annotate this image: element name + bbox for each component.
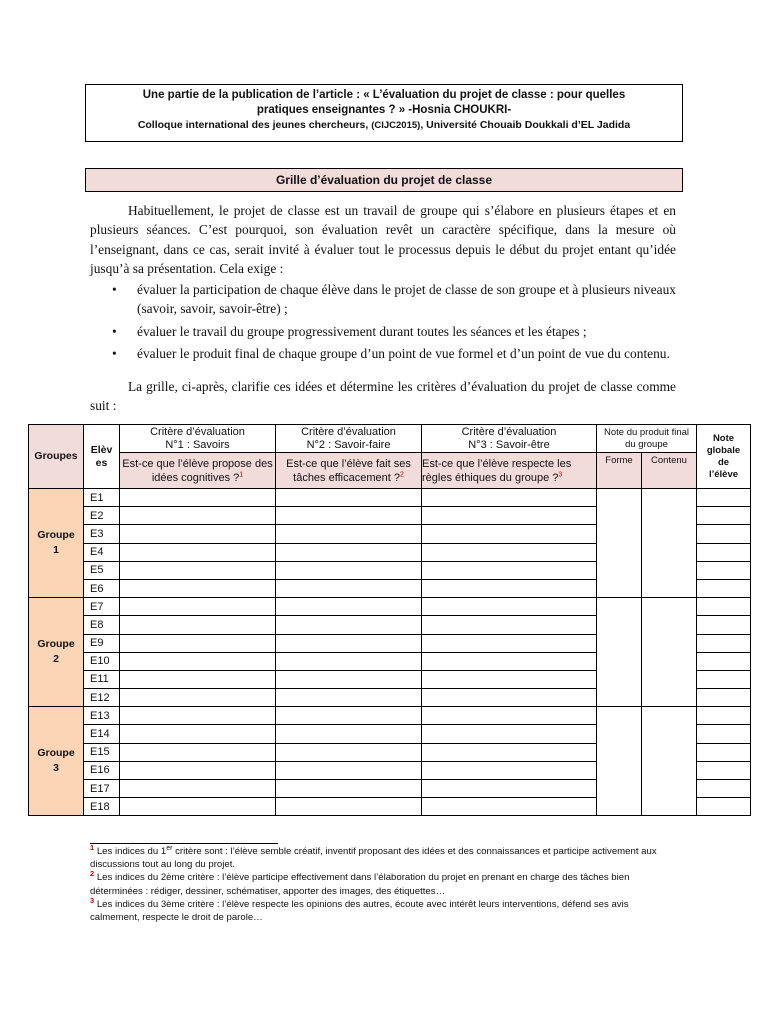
criterion-3-cell[interactable] — [422, 725, 597, 743]
groupes-header: Groupes — [29, 425, 84, 489]
criterion-2-cell[interactable] — [276, 489, 422, 507]
criterion-1-cell[interactable] — [120, 798, 276, 816]
footnote-2: $^2$ Les indices du 2ème critère : l’élève participe effectivement dans l’élaboration du projet en prenant en charge des tâches bien déterminées : rédiger, dessiner, schématiser, apporter des images, des étiquettes… — [90, 869, 630, 897]
global-grade-cell[interactable] — [697, 761, 751, 779]
criterion-1-cell[interactable] — [120, 489, 276, 507]
criterion-1-cell[interactable] — [120, 507, 276, 525]
student-id: E12 — [84, 689, 120, 707]
criterion-1-cell[interactable] — [120, 525, 276, 543]
footnote-separator — [90, 843, 278, 844]
global-grade-cell[interactable] — [697, 579, 751, 597]
student-id: E8 — [84, 616, 120, 634]
criterion-2-cell[interactable] — [276, 761, 422, 779]
criterion-1-cell[interactable] — [120, 761, 276, 779]
criterion-2-cell[interactable] — [276, 561, 422, 579]
criterion-3-header: Critère d’évaluation N°3 : Savoir-être — [422, 425, 597, 453]
global-grade-cell[interactable] — [697, 598, 751, 616]
criterion-3-cell[interactable] — [422, 761, 597, 779]
header-line-2: pratiques enseignantes ? » -Hosnia CHOUKRI- — [256, 104, 512, 116]
requirements-list — [90, 280, 676, 363]
criterion-3-cell[interactable] — [422, 743, 597, 761]
global-grade-cell[interactable] — [697, 780, 751, 798]
list-item: • évaluer le produit final de chaque groupe d’un point de vue formel et d’un point de vue du contenu. — [90, 344, 676, 363]
criterion-1-header: Critère d’évaluation N°1 : Savoirs — [120, 425, 276, 453]
table-row — [29, 707, 751, 725]
footnote-3: $^3$ Les indices du 3ème critère : l’élève respecte les opinions des autres, écoute avec intérêt leurs interventions, défend ses avis calmement, respecte le droit de parole… — [90, 895, 629, 924]
list-item: • évaluer la participation de chaque élève dans le projet de classe de son groupe et à plusieurs niveaux (savoir, savoir, savoir-être) ; — [112, 282, 676, 317]
criterion-3-cell[interactable] — [422, 525, 597, 543]
criterion-1-cell[interactable] — [120, 780, 276, 798]
global-grade-cell[interactable] — [697, 725, 751, 743]
criterion-2-question: Est-ce que l’élève fait ses tâches efficacement ?$^2$ — [276, 453, 422, 489]
criterion-3-cell[interactable] — [422, 689, 597, 707]
global-grade-cell[interactable] — [697, 743, 751, 761]
student-id: E4 — [84, 543, 120, 561]
student-id: E2 — [84, 507, 120, 525]
criterion-3-cell[interactable] — [422, 598, 597, 616]
product-grade-header: Note du produit final du groupe — [597, 425, 697, 453]
criterion-1-cell[interactable] — [120, 670, 276, 688]
footnotes — [90, 842, 680, 924]
group-label: Groupe 2 — [29, 598, 84, 707]
criterion-3-cell[interactable] — [422, 798, 597, 816]
criterion-2-cell[interactable] — [276, 543, 422, 561]
forme-cell[interactable] — [597, 707, 642, 816]
global-grade-cell[interactable] — [697, 543, 751, 561]
criterion-3-cell[interactable] — [422, 507, 597, 525]
criterion-2-cell[interactable] — [276, 689, 422, 707]
criterion-1-cell[interactable] — [120, 652, 276, 670]
criterion-2-cell[interactable] — [276, 743, 422, 761]
student-id: E13 — [84, 707, 120, 725]
global-grade-cell[interactable] — [697, 616, 751, 634]
student-id: E16 — [84, 761, 120, 779]
criterion-1-cell[interactable] — [120, 634, 276, 652]
table-row — [29, 598, 751, 616]
criterion-2-cell[interactable] — [276, 598, 422, 616]
global-grade-cell[interactable] — [697, 652, 751, 670]
criterion-1-cell[interactable] — [120, 598, 276, 616]
student-id: E11 — [84, 670, 120, 688]
criterion-2-cell[interactable] — [276, 525, 422, 543]
criterion-1-cell[interactable] — [120, 725, 276, 743]
criterion-2-cell[interactable] — [276, 652, 422, 670]
student-id: E10 — [84, 652, 120, 670]
bullet-icon: • — [112, 282, 117, 297]
criterion-3-cell[interactable] — [422, 670, 597, 688]
header-line-3 — [86, 118, 682, 133]
criterion-3-cell[interactable] — [422, 489, 597, 507]
student-id: E18 — [84, 798, 120, 816]
criterion-2-cell[interactable] — [276, 725, 422, 743]
global-grade-cell[interactable] — [697, 689, 751, 707]
contenu-cell[interactable] — [642, 489, 697, 598]
student-id: E15 — [84, 743, 120, 761]
criterion-2-cell[interactable] — [276, 780, 422, 798]
footnote-1: $^1$ Les indices du 1er critère sont : l’élève semble créatif, inventif proposant des idées et des connaissances et participe activement aux discussions tout au long du projet. — [90, 842, 657, 871]
student-id: E5 — [84, 561, 120, 579]
criterion-2-cell[interactable] — [276, 670, 422, 688]
intro-paragraph: Habituellement, le projet de classe est un travail de groupe qui s’élabore en plusieurs étapes et en plusieurs séances. C’est pourquoi, son évaluation revêt un caractère spécifique, dans la mesure où l’enseignant, dans ce cas, serait invité à évaluer tout le processus depuis le début du projet entant qu’idée jusqu’à sa présentation. Cela exige : — [90, 203, 676, 276]
criterion-3-cell[interactable] — [422, 634, 597, 652]
header-cijc: (CIJC2015) — [371, 120, 421, 131]
criterion-3-cell[interactable] — [422, 579, 597, 597]
criterion-1-cell[interactable] — [120, 616, 276, 634]
global-grade-cell[interactable] — [697, 707, 751, 725]
contenu-header: Contenu — [642, 453, 697, 489]
forme-cell[interactable] — [597, 489, 642, 598]
criterion-3-cell[interactable] — [422, 543, 597, 561]
global-grade-header: Note globale de l’élève — [697, 425, 751, 489]
global-grade-cell[interactable] — [697, 561, 751, 579]
bullet-icon: • — [112, 323, 117, 339]
group-label: Groupe 1 — [29, 489, 84, 598]
group-label: Groupe 3 — [29, 707, 84, 816]
criterion-2-cell[interactable] — [276, 798, 422, 816]
grid-body — [29, 489, 751, 816]
outro-paragraph: La grille, ci-après, clarifie ces idées et détermine les critères d’évaluation du projet de classe comme suit : — [90, 379, 676, 414]
header-university: , Université Chouaib Doukkali d’EL Jadida — [420, 119, 631, 131]
student-id: E14 — [84, 725, 120, 743]
forme-cell[interactable] — [597, 598, 642, 707]
student-id: E7 — [84, 598, 120, 616]
criterion-2-cell[interactable] — [276, 707, 422, 725]
criterion-3-cell[interactable] — [422, 652, 597, 670]
criterion-2-cell[interactable] — [276, 616, 422, 634]
criterion-1-cell[interactable] — [120, 743, 276, 761]
global-grade-cell[interactable] — [697, 798, 751, 816]
student-id: E3 — [84, 525, 120, 543]
criterion-2-cell[interactable] — [276, 634, 422, 652]
criterion-3-cell[interactable] — [422, 707, 597, 725]
student-id: E6 — [84, 579, 120, 597]
criterion-1-cell[interactable] — [120, 579, 276, 597]
header-colloque: Colloque international des jeunes chercheurs, — [137, 119, 372, 131]
criterion-1-cell[interactable] — [120, 561, 276, 579]
global-grade-cell[interactable] — [697, 670, 751, 688]
criterion-1-cell[interactable] — [120, 689, 276, 707]
bullet-icon: • — [112, 345, 117, 361]
forme-header: Forme — [597, 453, 642, 489]
publication-header-box — [85, 84, 683, 142]
global-grade-cell[interactable] — [697, 525, 751, 543]
contenu-cell[interactable] — [642, 598, 697, 707]
contenu-cell[interactable] — [642, 707, 697, 816]
criterion-2-cell[interactable] — [276, 507, 422, 525]
criterion-3-cell[interactable] — [422, 561, 597, 579]
criterion-3-question: Est-ce que l’élève respecte les règles éthiques du groupe ?$^3$ — [422, 453, 597, 489]
table-row — [29, 489, 751, 507]
page-title: Grille d’évaluation du projet de classe — [85, 168, 683, 192]
criterion-1-cell[interactable] — [120, 543, 276, 561]
eleves-header: Elèv es — [84, 425, 120, 489]
header-line-1: Une partie de la publication de l’article : « L’évaluation du projet de classe : pour quelles — [142, 89, 626, 101]
criterion-3-cell[interactable] — [422, 616, 597, 634]
student-id: E9 — [84, 634, 120, 652]
criterion-1-question: Est-ce que l’élève propose des idées cognitives ?$^1$ — [120, 453, 276, 489]
criterion-3-cell[interactable] — [422, 780, 597, 798]
criterion-1-cell[interactable] — [120, 707, 276, 725]
evaluation-grid-table — [28, 424, 751, 816]
criterion-2-header: Critère d’évaluation N°2 : Savoir-faire — [276, 425, 422, 453]
criterion-2-cell[interactable] — [276, 579, 422, 597]
global-grade-cell[interactable] — [697, 489, 751, 507]
student-id: E17 — [84, 780, 120, 798]
student-id: E1 — [84, 489, 120, 507]
global-grade-cell[interactable] — [697, 634, 751, 652]
list-item: • évaluer le travail du groupe progressivement durant toutes les séances et les étapes ; — [90, 322, 676, 341]
global-grade-cell[interactable] — [697, 507, 751, 525]
